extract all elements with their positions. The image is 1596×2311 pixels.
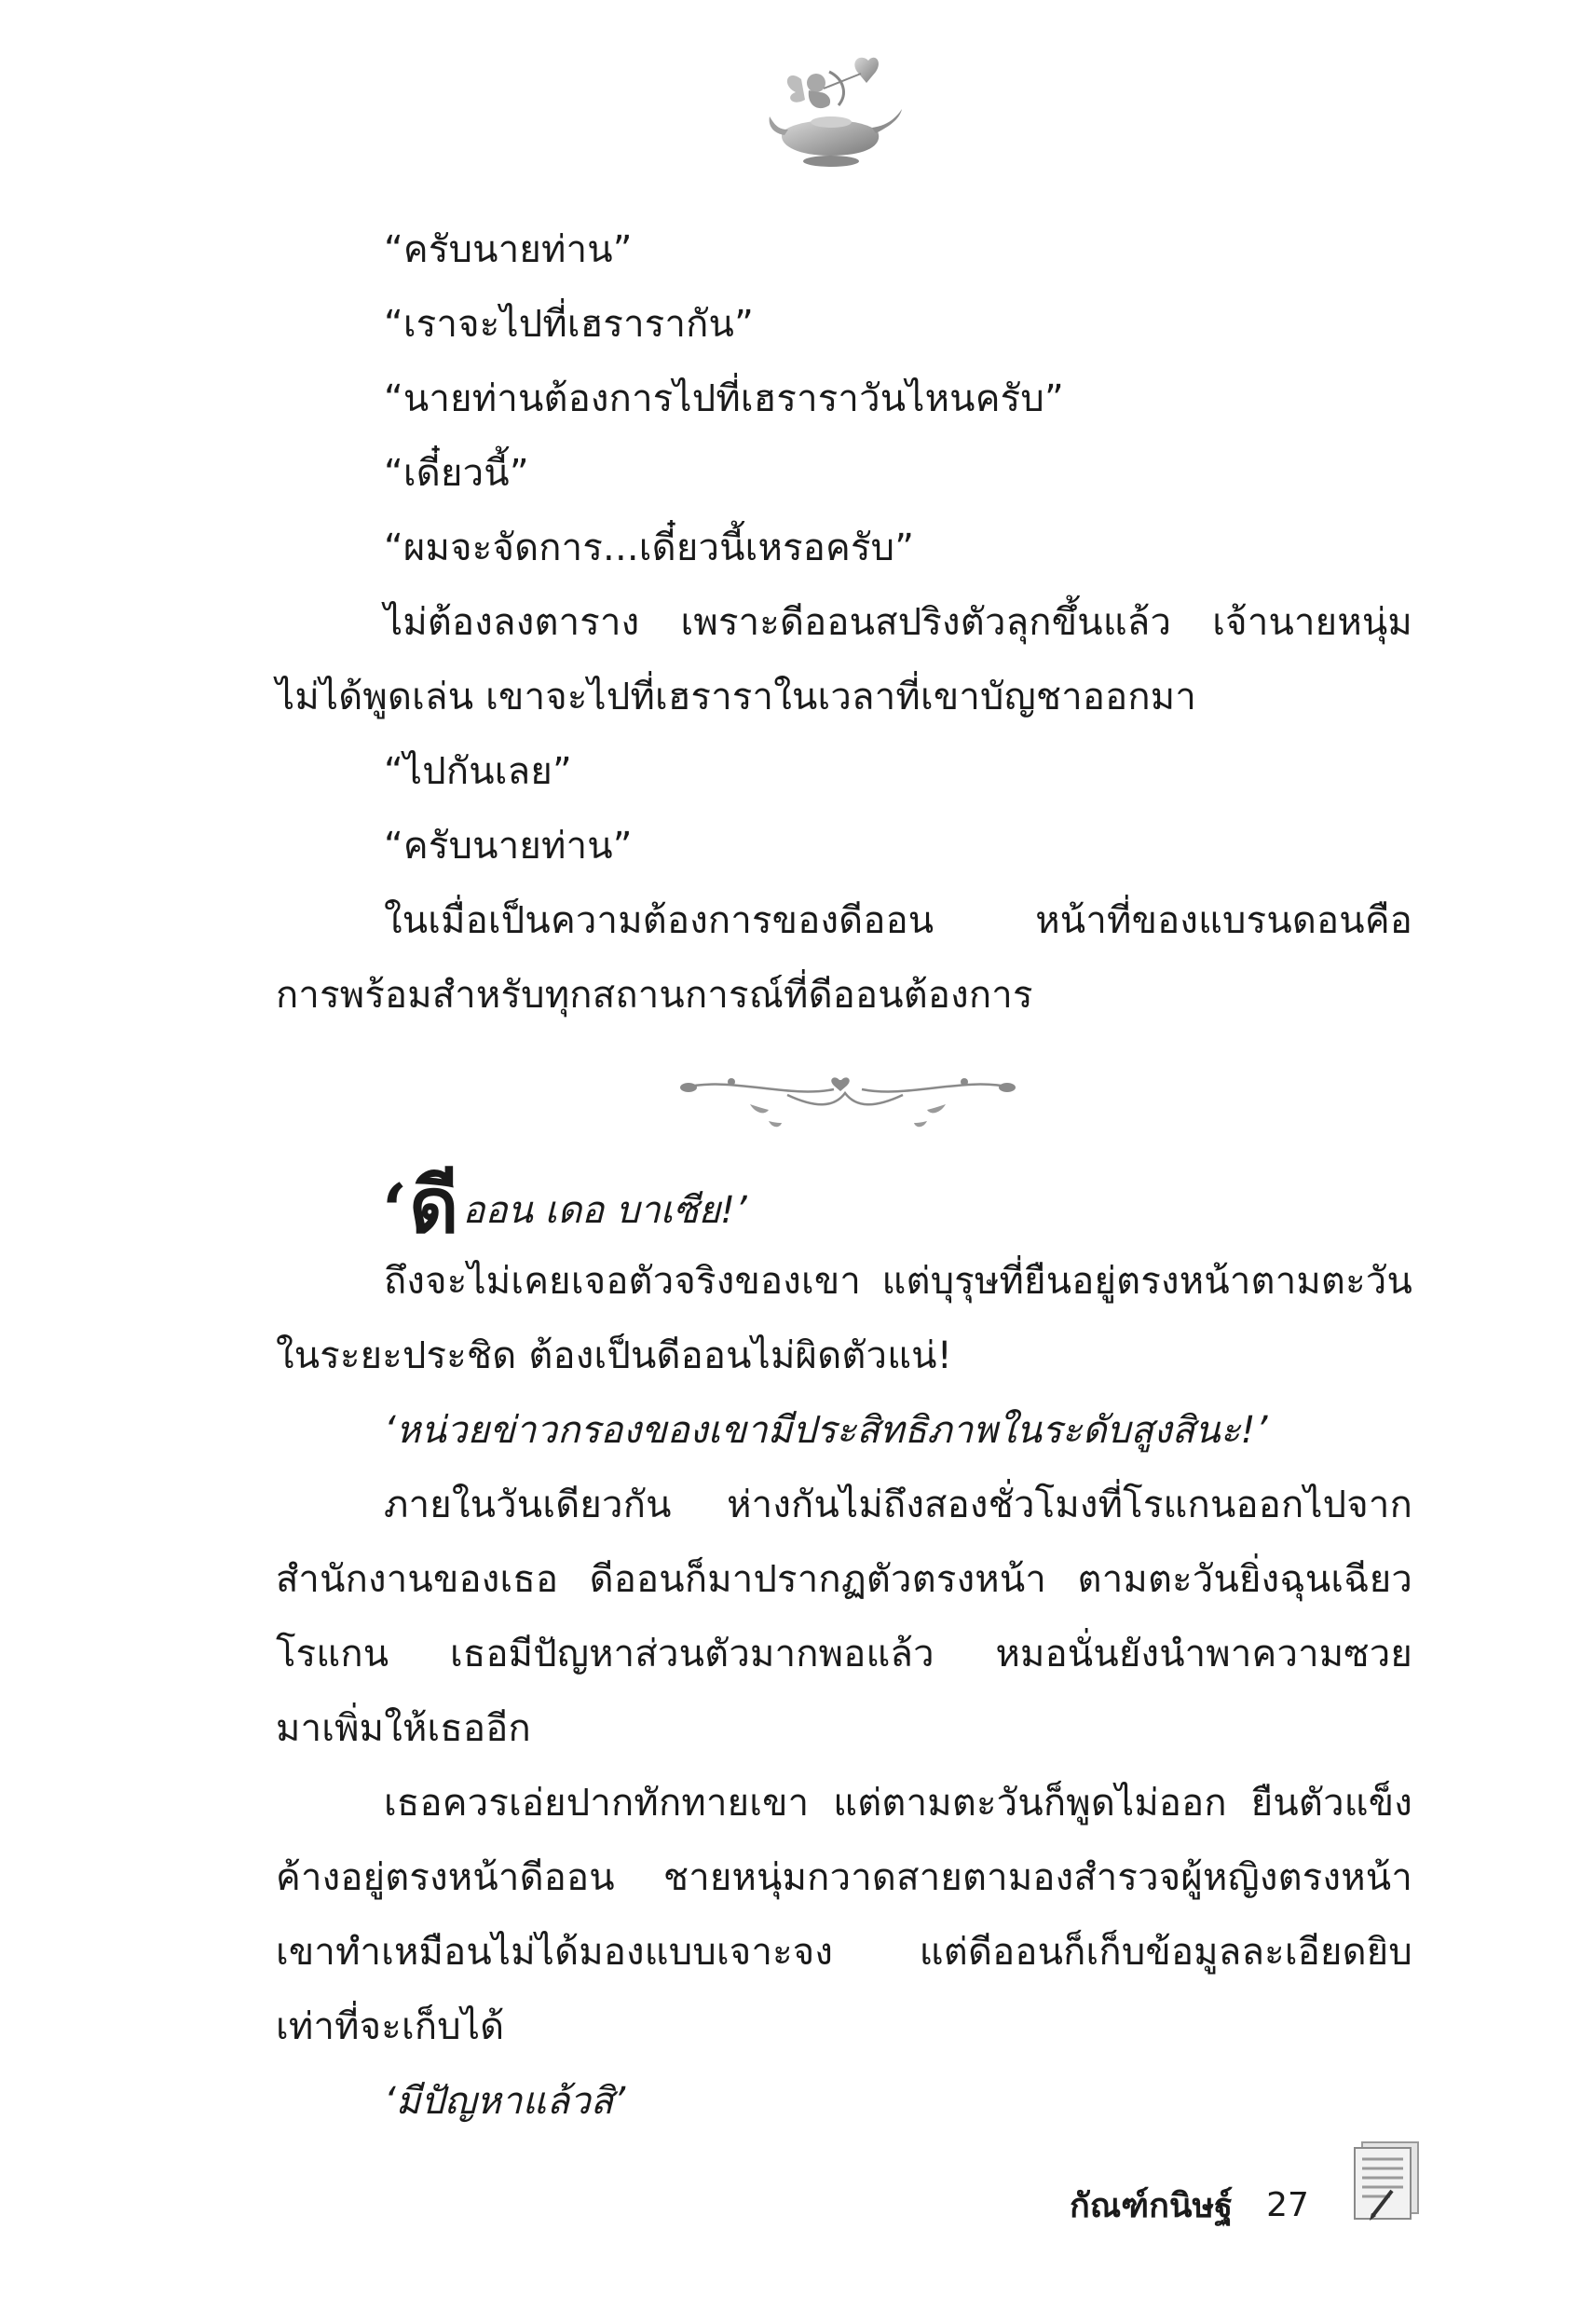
section-one-text	[276, 212, 1412, 1032]
text-line: ภายในวันเดียวกัน ห่างกันไม่ถึงสองชั่วโมงที่โรแกนออกไปจาก	[384, 1484, 1412, 1526]
page-number: 27	[1266, 2186, 1309, 2224]
vine-heart-divider-icon	[675, 1067, 1020, 1132]
section-two-text	[276, 1244, 1412, 2139]
teapot-cupid-ornament-icon	[764, 51, 904, 172]
dropcap-letter: ดี	[409, 1162, 459, 1251]
text-line: สำนักงานของเธอ ดีออนก็มาปรากฏตัวตรงหน้า ตามตะวันยิ่งฉุนเฉียว	[276, 1558, 1412, 1601]
text-line: “ผมจะจัดการ...เดี๋ยวนี้เหรอครับ”	[384, 526, 915, 569]
text-line: “เราจะไปที่เฮรารากัน”	[384, 303, 754, 346]
text-line: “ครับนายท่าน”	[384, 228, 633, 271]
dropcap-rest-text: ออน เดอ บาเซีย!’	[462, 1189, 747, 1232]
text-line: “เดี๋ยวนี้”	[384, 452, 529, 495]
text-line: เธอควรเอ่ยปากทักทายเขา แต่ตามตะวันก็พูดไม่ออก ยืนตัวแข็ง	[384, 1782, 1412, 1825]
text-line: ‘หน่วยข่าวกรองของเขามีประสิทธิภาพในระดับสูงสินะ!’	[384, 1409, 1268, 1452]
page-footer	[1070, 2179, 1309, 2232]
document-pen-icon	[1349, 2139, 1424, 2222]
text-line: เขาทำเหมือนไม่ได้มองแบบเจาะจง แต่ดีออนก็เก็บข้อมูลละเอียดยิบ	[276, 1931, 1412, 1974]
text-line: ‘มีปัญหาแล้วสิ’	[384, 2080, 626, 2123]
text-line: ไม่ต้องลงตาราง เพราะดีออนสปริงตัวลุกขึ้นแล้ว เจ้านายหนุ่ม	[384, 601, 1412, 644]
text-line: ถึงจะไม่เคยเจอตัวจริงของเขา แต่บุรุษที่ยืนอยู่ตรงหน้าตามตะวัน	[384, 1260, 1412, 1303]
text-line: โรแกน เธอมีปัญหาส่วนตัวมากพอแล้ว หมอนั่นยังนำพาความซวย	[276, 1633, 1412, 1675]
text-line: มาเพิ่มให้เธออีก	[276, 1707, 531, 1750]
text-line: ค้างอยู่ตรงหน้าดีออน ชายหนุ่มกวาดสายตามองสำรวจผู้หญิงตรงหน้า	[276, 1856, 1412, 1899]
text-line: “นายท่านต้องการไปที่เฮราราวันไหนครับ”	[384, 377, 1064, 420]
text-line: ในระยะประชิด ต้องเป็นดีออนไม่ผิดตัวแน่!	[276, 1334, 952, 1377]
section-heading-dropcap	[382, 1160, 747, 1253]
text-line: เท่าที่จะเก็บได้	[276, 2005, 505, 2048]
dropcap-quote: ‘	[382, 1169, 408, 1253]
text-line: ในเมื่อเป็นความต้องการของดีออน หน้าที่ของแบรนดอนคือ	[384, 899, 1412, 942]
text-line: “ครับนายท่าน”	[384, 825, 633, 868]
text-line: การพร้อมสำหรับทุกสถานการณ์ที่ดีออนต้องการ	[276, 974, 1033, 1017]
footer-author: กัณฑ์กนิษฐ์	[1070, 2187, 1234, 2225]
text-line: “ไปกันเลย”	[384, 750, 572, 793]
text-line: ไม่ได้พูดเล่น เขาจะไปที่เฮราราในเวลาที่เขาบัญชาออกมา	[276, 676, 1197, 718]
